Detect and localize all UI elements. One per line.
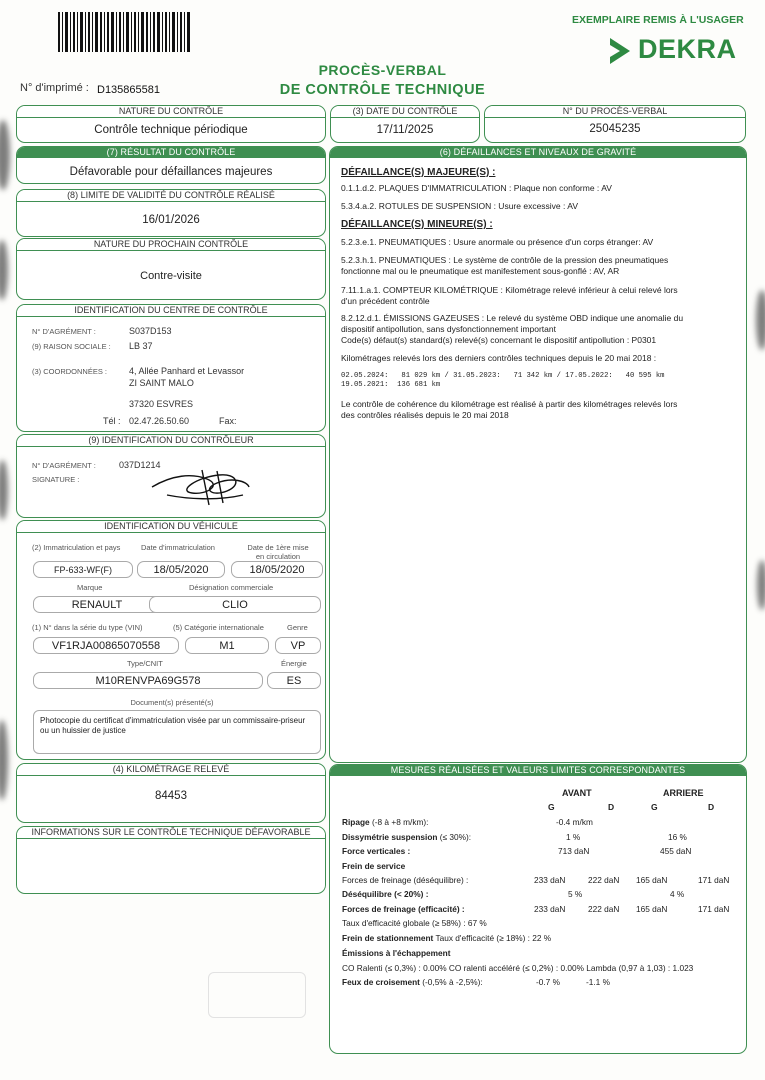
- forces-desq-value: 165 daN: [636, 875, 668, 885]
- forces-eff-value: 171 daN: [698, 904, 730, 914]
- controleur-agrement-label: N° D'AGRÉMENT :: [32, 461, 96, 470]
- prochain-label: NATURE DU PROCHAIN CONTRÔLE: [17, 239, 325, 251]
- stationnement-label: Frein de stationnement: [342, 933, 434, 943]
- blank-stamp-area: [208, 972, 306, 1018]
- date-immat-value: 18/05/2020: [137, 561, 225, 578]
- emissions-codes: Code(s) défaut(s) standard(s) relevé(s) concernant le dispositif antipollution : P0301: [341, 335, 657, 345]
- centre-agrement-label: N° D'AGRÉMENT :: [32, 327, 96, 336]
- barcode: [58, 12, 190, 52]
- mineure-item: 5.2.3.e.1. PNEUMATIQUES : Usure anormale ou présence d'un corps étranger: AV: [341, 237, 654, 247]
- forces-eff-label: Forces de freinage (efficacité) :: [342, 904, 465, 914]
- forces-desq-value: 171 daN: [698, 875, 730, 885]
- centre-agrement-value: S037D153: [129, 326, 172, 336]
- mineure-item-cont: fonctionne mal ou le pneumatique est manifestement sous-gonflé : AV, AR: [341, 266, 620, 276]
- centre-raison-label: (9) RAISON SOCIALE :: [32, 342, 111, 351]
- km-history-line: 02.05.2024: 81 029 km / 31.05.2023: 71 342 km / 17.05.2022: 40 595 km: [341, 372, 665, 380]
- coherence-text-cont: des contrôles réalisés depuis le 20 mai 2018: [341, 410, 509, 420]
- kilometrage-label: (4) KILOMÉTRAGE RELEVÉ: [17, 764, 325, 776]
- frein-service-title: Frein de service: [342, 861, 406, 871]
- immat-value: FP-633-WF(F): [33, 561, 133, 578]
- desequilibre-arriere: 4 %: [670, 889, 685, 899]
- date-mise-label1: Date de 1ère mise: [247, 543, 309, 552]
- date-mise-value: 18/05/2020: [231, 561, 323, 578]
- nature-controle-label: NATURE DU CONTRÔLE: [17, 106, 325, 118]
- arriere-header: ARRIERE: [663, 788, 704, 798]
- centre-addr3: 37320 ESVRES: [129, 399, 194, 409]
- pv-label: N° DU PROCÈS-VERBAL: [485, 106, 745, 118]
- centre-tel-label: Tél :: [103, 416, 121, 426]
- title-line2: DE CONTRÔLE TECHNIQUE: [279, 82, 486, 98]
- resultat-label: (7) RÉSULTAT DU CONTRÔLE: [17, 147, 325, 158]
- majeure-item: 5.3.4.a.2. ROTULES DE SUSPENSION : Usure excessive : AV: [341, 201, 578, 211]
- defaillances-label: (6) DÉFAILLANCES ET NIVEAUX DE GRAVITÉ: [330, 147, 746, 158]
- centre-raison-value: LB 37: [129, 341, 153, 351]
- avant-d: D: [608, 802, 615, 812]
- ripage-value: -0.4 m/km: [556, 817, 593, 827]
- documents-value: Photocopie du certificat d'immatriculation visée par un commissaire-priseur ou un huissier de justice: [33, 710, 321, 754]
- feux-d: -1.1 %: [586, 977, 610, 987]
- marque-label: Marque: [77, 583, 103, 592]
- centre-box: [16, 304, 326, 432]
- nature-controle-value: Contrôle technique périodique: [94, 124, 248, 136]
- date-mise-label2: en circulation: [255, 552, 301, 561]
- stationnement-value: Taux d'efficacité (≥ 18%) : 22 %: [435, 933, 552, 943]
- majeure-item: 0.1.1.d.2. PLAQUES D'IMMATRICULATION : Plaque non conforme : AV: [341, 183, 612, 193]
- emissions-item: 8.2.12.d.1. ÉMISSIONS GAZEUSES : Le relevé du système OBD indique une anomalie du: [341, 313, 684, 323]
- scan-smudge: [0, 460, 8, 520]
- centre-fax-label: Fax:: [219, 416, 237, 426]
- taux-global: Taux d'efficacité globale (≥ 58%) : 67 %: [342, 918, 487, 928]
- title-line1: PROCÈS-VERBAL: [318, 62, 447, 78]
- dissym-limit: (≤ 30%):: [439, 832, 472, 842]
- energie-value: ES: [267, 672, 321, 689]
- infos-label: INFORMATIONS SUR LE CONTRÔLE TECHNIQUE DÉFAVORABLE: [17, 827, 325, 839]
- vin-value: VF1RJA00865070558: [33, 637, 179, 654]
- mineure-item: 5.2.3.h.1. PNEUMATIQUES : Le système de contrôle de la pression des pneumatiques: [341, 255, 669, 265]
- controleur-label: (9) IDENTIFICATION DU CONTRÔLEUR: [17, 435, 325, 447]
- date-controle-value: 17/11/2025: [376, 124, 434, 136]
- forces-eff-value: 233 daN: [534, 904, 566, 914]
- mineures-title: DÉFAILLANCE(S) MINEURE(S) :: [341, 219, 493, 230]
- desequilibre-label: Déséquilibre (< 20%) :: [342, 889, 429, 899]
- nature-controle-box: [16, 105, 326, 143]
- forces-desq-value: 222 daN: [588, 875, 620, 885]
- arriere-g: G: [651, 802, 658, 812]
- scan-smudge: [0, 720, 8, 800]
- validite-label: (8) LIMITE DE VALIDITÉ DU CONTRÔLE RÉALISÉ: [17, 190, 325, 202]
- co-line: CO Ralenti (≤ 0,3%) : 0.00% CO ralenti accéléré (≤ 0,2%) : 0.00% Lambda (0,97 à 1,03) : 1.023: [342, 963, 694, 973]
- mesures-box: [329, 764, 747, 1054]
- emissions-title: Émissions à l'échappement: [342, 948, 451, 958]
- controleur-box: [16, 434, 326, 518]
- designation-value: CLIO: [149, 596, 321, 613]
- immat-label: (2) Immatriculation et pays: [32, 543, 121, 552]
- type-value: M10RENVPA69G578: [33, 672, 263, 689]
- signature-image: [147, 465, 257, 510]
- pv-box: [484, 105, 746, 143]
- feux-label: Feux de croisement: [342, 977, 420, 987]
- imprime-value: D135865581: [97, 84, 161, 96]
- km-history-line: 19.05.2021: 136 681 km: [341, 381, 441, 389]
- majeures-title: DÉFAILLANCE(S) MAJEURE(S) :: [341, 167, 496, 178]
- scan-smudge: [757, 560, 765, 610]
- resultat-value: Défavorable pour défaillances majeures: [69, 166, 273, 178]
- categorie-value: M1: [185, 637, 269, 654]
- designation-label: Désignation commerciale: [189, 583, 274, 592]
- forcev-avant: 713 daN: [558, 846, 590, 856]
- emissions-item-cont: dispositif antipollution, sans dysfonctionnement important: [341, 324, 556, 334]
- scan-smudge: [756, 290, 765, 350]
- centre-addr2: ZI SAINT MALO: [129, 378, 194, 388]
- controleur-agrement-value: 037D1214: [119, 460, 161, 470]
- forcev-label: Force verticales :: [342, 846, 411, 856]
- prochain-box: [16, 238, 326, 300]
- pv-value: 25045235: [589, 123, 641, 135]
- infos-box: [16, 826, 326, 894]
- feux-limit: (-0,5% à -2,5%):: [422, 977, 483, 987]
- scan-smudge: [0, 240, 8, 300]
- centre-label: IDENTIFICATION DU CENTRE DE CONTRÔLE: [17, 305, 325, 317]
- centre-tel-value: 02.47.26.50.60: [129, 416, 190, 426]
- forcev-arriere: 455 daN: [660, 846, 692, 856]
- type-label: Type/CNIT: [127, 659, 163, 668]
- validite-value: 16/01/2026: [142, 214, 200, 226]
- categorie-label: (5) Catégorie internationale: [173, 623, 264, 632]
- date-immat-label: Date d'immatriculation: [141, 543, 215, 552]
- vehicule-label: IDENTIFICATION DU VÉHICULE: [17, 521, 325, 533]
- documents-label: Document(s) présenté(s): [130, 698, 214, 707]
- ripage-label: Ripage: [342, 817, 370, 827]
- arriere-d: D: [708, 802, 715, 812]
- coherence-text: Le contrôle de cohérence du kilométrage est réalisé à partir des kilométrages relevés lors: [341, 399, 678, 409]
- resultat-box: [16, 146, 326, 184]
- mesures-label: MESURES RÉALISÉES ET VALEURS LIMITES CORRESPONDANTES: [330, 765, 746, 776]
- mineure-item-cont: d'un précédent contrôle: [341, 296, 430, 306]
- brand-name: DEKRA: [638, 34, 737, 64]
- genre-label: Genre: [287, 623, 308, 632]
- energie-label: Énergie: [281, 659, 307, 668]
- scan-smudge: [0, 120, 10, 190]
- validite-box: [16, 189, 326, 237]
- controleur-signature-label: SIGNATURE :: [32, 475, 80, 484]
- avant-header: AVANT: [562, 788, 592, 798]
- dissym-label: Dissymétrie suspension: [342, 832, 438, 842]
- dissym-avant: 1 %: [566, 832, 581, 842]
- genre-value: VP: [275, 637, 321, 654]
- forces-eff-value: 165 daN: [636, 904, 668, 914]
- forces-eff-value: 222 daN: [588, 904, 620, 914]
- centre-addr1: 4, Allée Panhard et Levassor: [129, 366, 245, 376]
- defaillances-box: [329, 146, 747, 763]
- avant-g: G: [548, 802, 555, 812]
- marque-value: RENAULT: [33, 596, 161, 613]
- exemplaire-label: EXEMPLAIRE REMIS À L'USAGER: [572, 14, 744, 26]
- centre-coord-label: (3) COORDONNÉES :: [32, 367, 108, 376]
- kilometrage-box: [16, 763, 326, 823]
- dissym-arriere: 16 %: [668, 832, 687, 842]
- ripage-limit: (-8 à +8 m/km):: [371, 817, 429, 827]
- vin-label: (1) N° dans la série du type (VIN): [32, 623, 143, 632]
- date-controle-label: (3) DATE DU CONTRÔLE: [331, 106, 479, 118]
- feux-g: -0.7 %: [536, 977, 560, 987]
- mineure-item: 7.11.1.a.1. COMPTEUR KILOMÉTRIQUE : Kilométrage relevé inférieur à celui relevé lors: [341, 285, 678, 295]
- forces-desq-label: Forces de freinage (déséquilibre) :: [342, 875, 469, 885]
- imprime-label: N° d'imprimé :: [20, 82, 89, 94]
- desequilibre-avant: 5 %: [568, 889, 583, 899]
- km-intro: Kilométrages relevés lors des derniers contrôles techniques depuis le 20 mai 2018 :: [341, 353, 657, 363]
- vehicule-box: [16, 520, 326, 760]
- forces-desq-value: 233 daN: [534, 875, 566, 885]
- prochain-value: Contre-visite: [140, 270, 202, 282]
- kilometrage-value: 84453: [155, 790, 187, 802]
- date-controle-box: [330, 105, 480, 143]
